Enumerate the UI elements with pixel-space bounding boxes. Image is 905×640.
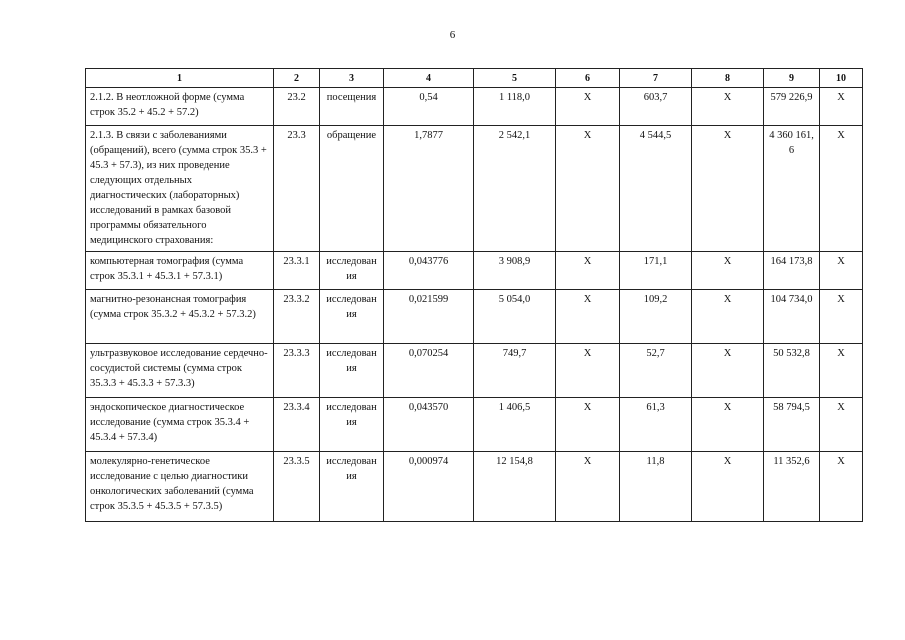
row-value-cell: 11 352,6 xyxy=(764,452,820,522)
row-unit-cell: исследования xyxy=(320,252,384,290)
row-unit-cell: исследования xyxy=(320,452,384,522)
row-value-cell: 749,7 xyxy=(474,344,556,398)
row-value-cell: 1 406,5 xyxy=(474,398,556,452)
row-unit-cell: исследования xyxy=(320,290,384,344)
row-value-cell: Х xyxy=(692,344,764,398)
row-value-cell: 109,2 xyxy=(620,290,692,344)
row-name-cell: 2.1.3. В связи с заболеваниями (обращений), всего (сумма строк 35.3 + 45.3 + 57.3), из них проведение следующих отдельных диагностических (лабораторных) исследований в рамках базовой программы обязательного медицинского страхования: xyxy=(86,126,274,252)
column-header: 2 xyxy=(274,69,320,88)
table-row xyxy=(86,88,863,126)
table-row xyxy=(86,452,863,522)
row-value-cell: 12 154,8 xyxy=(474,452,556,522)
row-value-cell: Х xyxy=(692,88,764,126)
row-value-cell: Х xyxy=(820,452,863,522)
row-value-cell: Х xyxy=(820,344,863,398)
row-name-cell: эндоскопическое диагностическое исследование (сумма строк 35.3.4 + 45.3.4 + 57.3.4) xyxy=(86,398,274,452)
row-name-cell: молекулярно-генетическое исследование с целью диагностики онкологических заболеваний (сумма строк 35.3.5 + 45.3.5 + 57.3.5) xyxy=(86,452,274,522)
column-header: 7 xyxy=(620,69,692,88)
row-value-cell: 0,021599 xyxy=(384,290,474,344)
row-value-cell: Х xyxy=(820,126,863,252)
row-value-cell: Х xyxy=(692,126,764,252)
table-row xyxy=(86,398,863,452)
column-header: 9 xyxy=(764,69,820,88)
row-value-cell: 2 542,1 xyxy=(474,126,556,252)
row-value-cell: Х xyxy=(820,398,863,452)
row-code-cell: 23.3.2 xyxy=(274,290,320,344)
row-value-cell: 61,3 xyxy=(620,398,692,452)
row-value-cell: Х xyxy=(556,344,620,398)
row-value-cell: 0,070254 xyxy=(384,344,474,398)
column-header: 3 xyxy=(320,69,384,88)
row-name-cell: 2.1.2. В неотложной форме (сумма строк 35.2 + 45.2 + 57.2) xyxy=(86,88,274,126)
column-header: 1 xyxy=(86,69,274,88)
row-value-cell: Х xyxy=(556,126,620,252)
row-value-cell: 164 173,8 xyxy=(764,252,820,290)
row-code-cell: 23.2 xyxy=(274,88,320,126)
row-value-cell: Х xyxy=(820,88,863,126)
row-value-cell: 4 360 161,6 xyxy=(764,126,820,252)
row-name-cell: ультразвуковое исследование сердечно-сосудистой системы (сумма строк 35.3.3 + 45.3.3 + 57.3.3) xyxy=(86,344,274,398)
header-row xyxy=(86,69,863,88)
column-header: 8 xyxy=(692,69,764,88)
row-code-cell: 23.3 xyxy=(274,126,320,252)
row-value-cell: 0,043776 xyxy=(384,252,474,290)
row-value-cell: 50 532,8 xyxy=(764,344,820,398)
row-value-cell: Х xyxy=(692,398,764,452)
page-number: 6 xyxy=(449,29,456,41)
table-row xyxy=(86,252,863,290)
row-value-cell: Х xyxy=(692,252,764,290)
row-value-cell: 579 226,9 xyxy=(764,88,820,126)
table-row xyxy=(86,290,863,344)
column-header: 4 xyxy=(384,69,474,88)
row-unit-cell: исследования xyxy=(320,398,384,452)
row-code-cell: 23.3.1 xyxy=(274,252,320,290)
row-value-cell: Х xyxy=(556,452,620,522)
row-value-cell: 1 118,0 xyxy=(474,88,556,126)
row-value-cell: 171,1 xyxy=(620,252,692,290)
row-code-cell: 23.3.5 xyxy=(274,452,320,522)
row-code-cell: 23.3.4 xyxy=(274,398,320,452)
column-header: 6 xyxy=(556,69,620,88)
row-value-cell: Х xyxy=(692,452,764,522)
row-value-cell: Х xyxy=(556,252,620,290)
row-value-cell: 603,7 xyxy=(620,88,692,126)
row-value-cell: 3 908,9 xyxy=(474,252,556,290)
financing-table xyxy=(85,68,863,522)
row-value-cell: Х xyxy=(556,398,620,452)
row-value-cell: Х xyxy=(692,290,764,344)
row-value-cell: Х xyxy=(556,88,620,126)
row-value-cell: Х xyxy=(820,252,863,290)
row-value-cell: 0,54 xyxy=(384,88,474,126)
row-value-cell: 5 054,0 xyxy=(474,290,556,344)
row-value-cell: 0,043570 xyxy=(384,398,474,452)
table-row xyxy=(86,344,863,398)
column-header: 10 xyxy=(820,69,863,88)
row-unit-cell: исследования xyxy=(320,344,384,398)
row-value-cell: 11,8 xyxy=(620,452,692,522)
row-name-cell: компьютерная томография (сумма строк 35.3.1 + 45.3.1 + 57.3.1) xyxy=(86,252,274,290)
row-unit-cell: обращение xyxy=(320,126,384,252)
row-value-cell: 104 734,0 xyxy=(764,290,820,344)
row-value-cell: Х xyxy=(556,290,620,344)
row-code-cell: 23.3.3 xyxy=(274,344,320,398)
table-row xyxy=(86,126,863,252)
row-name-cell: магнитно-резонансная томография (сумма строк 35.3.2 + 45.3.2 + 57.3.2) xyxy=(86,290,274,344)
row-unit-cell: посещения xyxy=(320,88,384,126)
row-value-cell: 52,7 xyxy=(620,344,692,398)
row-value-cell: Х xyxy=(820,290,863,344)
row-value-cell: 4 544,5 xyxy=(620,126,692,252)
row-value-cell: 1,7877 xyxy=(384,126,474,252)
row-value-cell: 58 794,5 xyxy=(764,398,820,452)
row-value-cell: 0,000974 xyxy=(384,452,474,522)
column-header: 5 xyxy=(474,69,556,88)
